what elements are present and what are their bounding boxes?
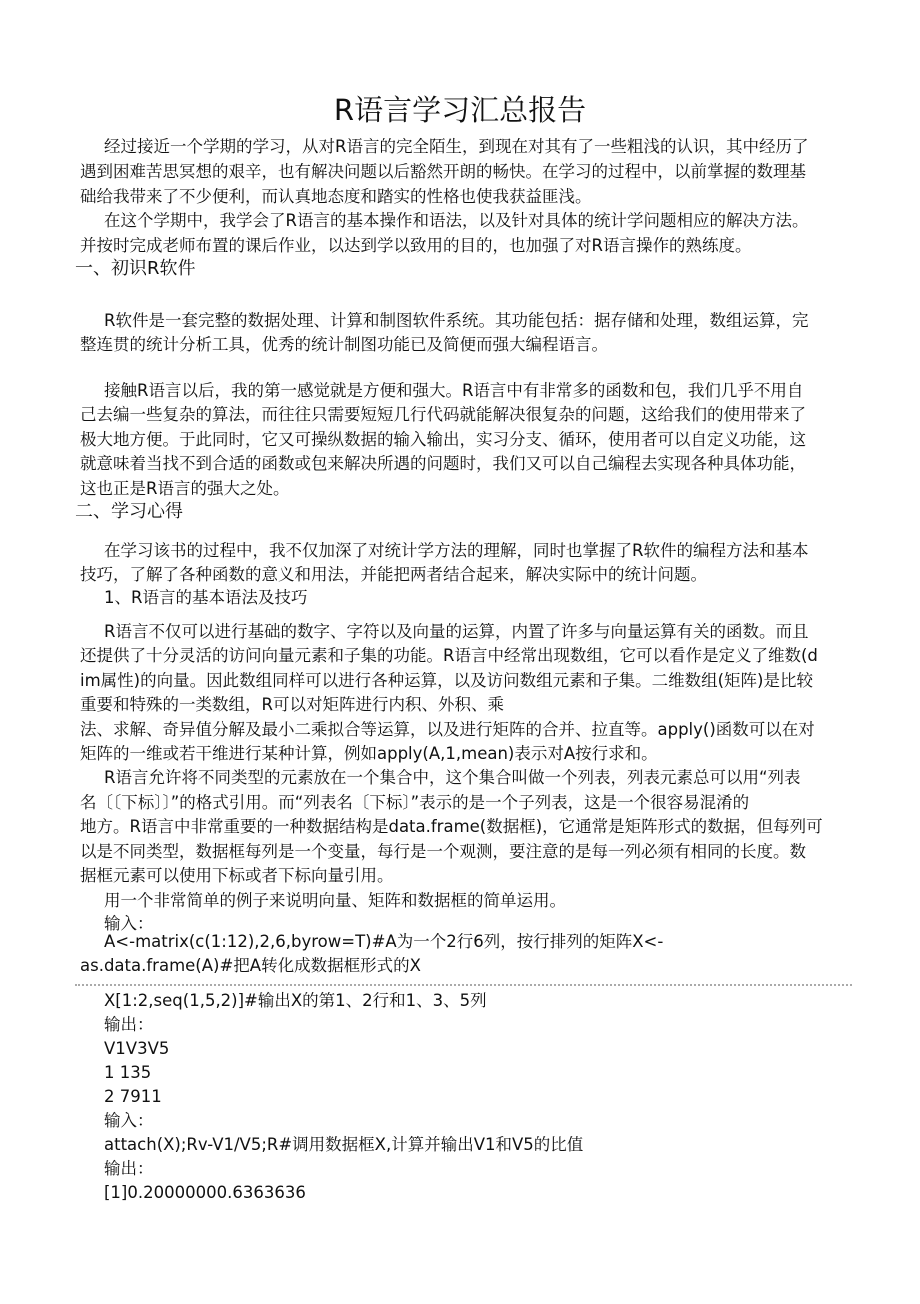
text-line: 据框元素可以使用下标或者下标向量引用。 — [80, 866, 394, 885]
text-line: 并按时完成老师布置的课后作业，以达到学以致用的目的，也加强了对R语言操作的熟练度。 — [80, 236, 752, 255]
text-line: 这也正是R语言的强大之处。 — [80, 479, 290, 498]
text-line: 极大地方便。于此同时，它又可操纵数据的输入输出，实习分支、循环，使用者可以自定义功能，这 — [80, 430, 806, 449]
text-line: 2 7911 — [104, 1087, 162, 1106]
text-line: 还提供了十分灵活的访问向量元素和子集的功能。R语言中经常出现数组，它可以看作是定义了维数(d — [80, 646, 818, 665]
text-line: 地方。R语言中非常重要的一种数据结构是data.frame(数据框)，它通常是矩阵形式的数据，但每列可 — [80, 817, 823, 836]
text-line: 己去编一些复杂的算法，而往往只需要短短几行代码就能解决很复杂的问题，这给我们的使用带来了 — [80, 405, 806, 424]
text-line: A<-matrix(c(1:12),2,6,byrow=T)#A为一个2行6列，按行排列的矩阵X<- — [104, 932, 664, 951]
text-line: 经过接近一个学期的学习，从对R语言的完全陌生，到现在对其有了一些粗浅的认识，其中经历了 — [104, 137, 809, 156]
text-line: 用一个非常简单的例子来说明向量、矩阵和数据框的简单运用。 — [104, 891, 566, 910]
page-divider — [75, 984, 852, 986]
document-title: R语言学习汇总报告 — [333, 93, 587, 127]
text-line: 名〔〔下标〕〕”的格式引用。而“列表名〔下标〕”表示的是一个子列表，这是一个很容易混淆的 — [80, 793, 750, 812]
text-line: 输入： — [104, 1111, 154, 1130]
text-line: 遇到困难苦思冥想的艰辛，也有解决问题以后豁然开朗的畅快。在学习的过程中，以前掌握的数理基 — [80, 162, 806, 181]
text-line: 在这个学期中，我学会了R语言的基本操作和语法，以及针对具体的统计学问题相应的解决方法。 — [104, 211, 809, 230]
text-line: as.data.frame(A)#把A转化成数据框形式的X — [80, 956, 421, 975]
text-line: V1V3V5 — [104, 1039, 170, 1058]
text-line: im属性)的向量。因此数组同样可以进行各种运算，以及访问数组元素和子集。二维数组(矩阵)是比较 — [80, 671, 813, 690]
text-line: 矩阵的一维或若干维进行某种计算，例如apply(A,1,mean)表示对A按行求和。 — [80, 744, 658, 763]
text-line: attach(X);Rv-V1/V5;R#调用数据框X,计算并输出V1和V5的比值 — [104, 1135, 584, 1154]
text-line: 整连贯的统计分析工具，优秀的统计制图功能已及简便而强大编程语言。 — [80, 335, 608, 354]
text-line: R软件是一套完整的数据处理、计算和制图软件系统。其功能包括：据存储和处理，数组运算，完 — [104, 311, 809, 330]
section-heading: 二、学习心得 — [75, 501, 183, 522]
text-line: 输出： — [104, 1015, 154, 1034]
text-line: X[1:2,seq(1,5,2)]#输出X的第1、2行和1、3、5列 — [104, 991, 487, 1010]
text-line: 就意味着当找不到合适的函数或包来解决所遇的问题时，我们又可以自己编程去实现各种具体功能， — [80, 454, 806, 473]
text-line: 以是不同类型，数据框每列是一个变量，每行是一个观测，要注意的是每一列必须有相同的长度。数 — [80, 842, 806, 861]
text-line: 接触R语言以后，我的第一感觉就是方便和强大。R语言中有非常多的函数和包，我们几乎不用自 — [104, 381, 804, 400]
text-line: 础给我带来了不少便利，而认真地态度和踏实的性格也使我获益匪浅。 — [80, 187, 592, 206]
text-line: 输出： — [104, 1159, 154, 1178]
text-line: 法、求解、奇异值分解及最小二乘拟合等运算，以及进行矩阵的合并、拉直等。apply()函数可以在对 — [80, 720, 815, 739]
text-line: 技巧，了解了各种函数的意义和用法，并能把两者结合起来，解决实际中的统计问题。 — [80, 565, 707, 584]
section-heading: 一、初识R软件 — [75, 258, 196, 279]
text-line: 1、R语言的基本语法及技巧 — [104, 588, 308, 607]
text-line: R语言允许将不同类型的元素放在一个集合中，这个集合叫做一个列表，列表元素总可以用“列表 — [104, 768, 801, 787]
text-line: 在学习该书的过程中，我不仅加深了对统计学方法的理解，同时也掌握了R软件的编程方法和基本 — [104, 541, 809, 560]
text-line: 重要和特殊的一类数组，R可以对矩阵进行内积、外积、乘 — [80, 695, 504, 714]
text-line: 输入： — [104, 914, 154, 933]
text-line: [1]0.20000000.6363636 — [104, 1183, 306, 1202]
text-line: R语言不仅可以进行基础的数字、字符以及向量的运算，内置了许多与向量运算有关的函数。而且 — [104, 622, 809, 641]
text-line: 1 135 — [104, 1063, 152, 1082]
